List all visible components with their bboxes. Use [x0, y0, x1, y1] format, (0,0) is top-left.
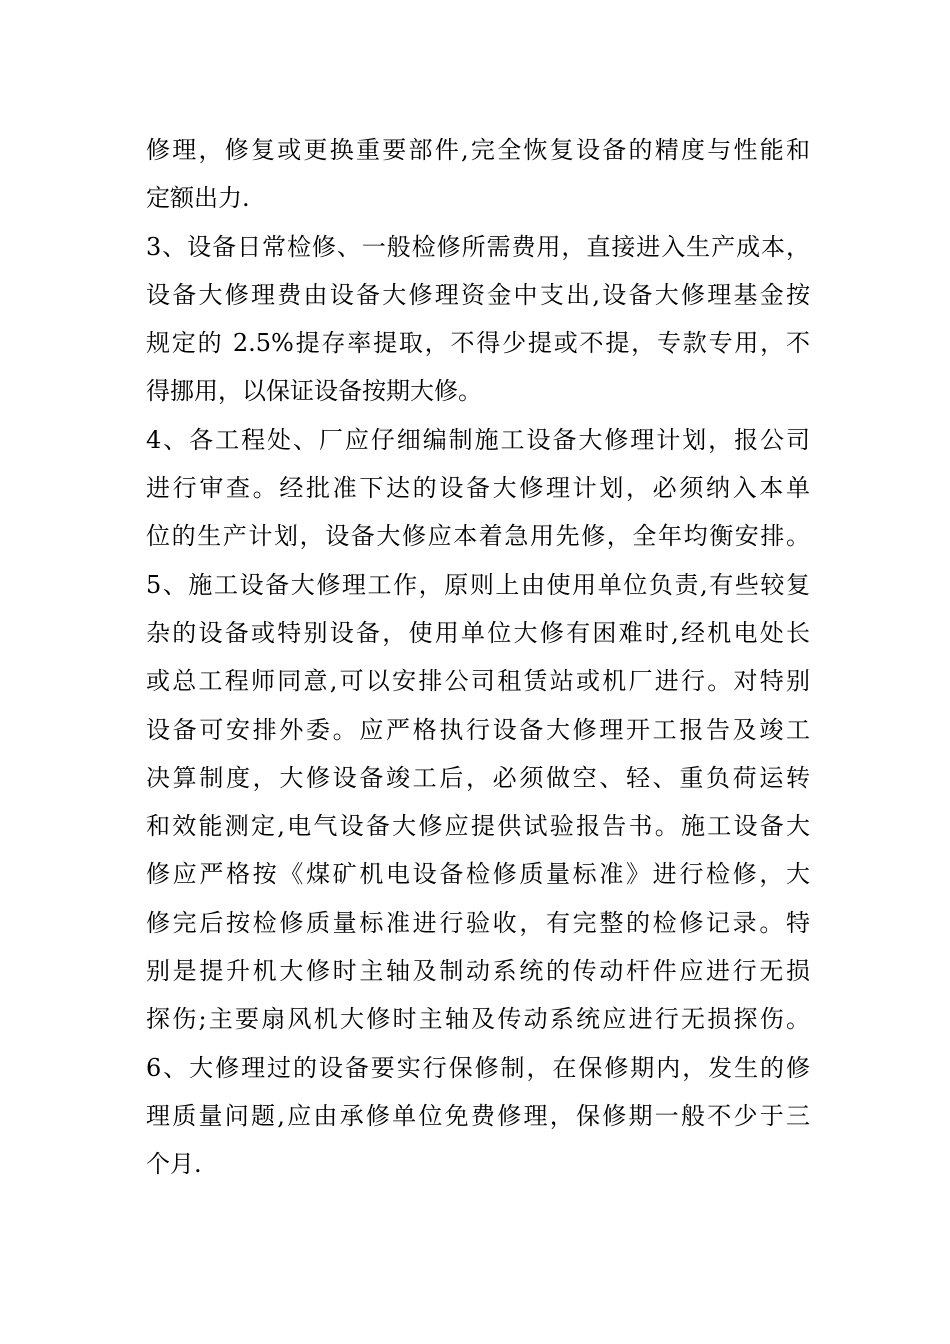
text-line: 修理，修复或更换重要部件,完全恢复设备的精度与性能和 — [146, 136, 810, 164]
text-line: 探伤;主要扇风机大修时主轴及传动系统应进行无损探伤。 — [146, 1005, 810, 1034]
document-body — [146, 126, 810, 1189]
text-line: 修应严格按《煤矿机电设备检修质量标准》进行检修，大 — [146, 860, 810, 889]
text-line: 3、设备日常检修、一般检修所需费用，直接进入生产成本， — [146, 232, 810, 261]
text-line: 得挪用，以保证设备按期大修。 — [146, 377, 482, 406]
text-line: 设备可安排外委。应严格执行设备大修理开工报告及竣工 — [146, 715, 810, 744]
text-line: 定额出力. — [146, 184, 250, 213]
text-line: 决算制度，大修设备竣工后，必须做空、轻、重负荷运转 — [146, 763, 810, 792]
text-line: 和效能测定,电气设备大修应提供试验报告书。施工设备大 — [146, 812, 810, 841]
text-line: 或总工程师同意,可以安排公司租赁站或机厂进行。对特别 — [146, 667, 810, 696]
text-line: 杂的设备或特别设备，使用单位大修有困难时,经机电处长 — [146, 618, 810, 647]
text-line: 设备大修理费由设备大修理资金中支出,设备大修理基金按 — [146, 280, 810, 309]
text-line: 修完后按检修质量标准进行验收，有完整的检修记录。特 — [146, 908, 810, 937]
text-line: 别是提升机大修时主轴及制动系统的传动杆件应进行无损 — [146, 957, 810, 986]
text-line: 个月. — [146, 1150, 202, 1179]
text-line: 进行审查。经批准下达的设备大修理计划，必须纳入本单 — [146, 474, 810, 503]
text-line: 4、各工程处、厂应仔细编制施工设备大修理计划，报公司 — [146, 425, 810, 454]
text-line: 规定的 2.5%提存率提取，不得少提或不提，专款专用，不 — [146, 329, 810, 358]
text-line: 5、施工设备大修理工作，原则上由使用单位负责,有些较复 — [146, 570, 810, 599]
text-line: 位的生产计划，设备大修应本着急用先修，全年均衡安排。 — [146, 522, 810, 551]
text-line: 理质量问题,应由承修单位免费修理，保修期一般不少于三 — [146, 1101, 810, 1130]
text-line: 6、大修理过的设备要实行保修制，在保修期内，发生的修 — [146, 1053, 810, 1082]
